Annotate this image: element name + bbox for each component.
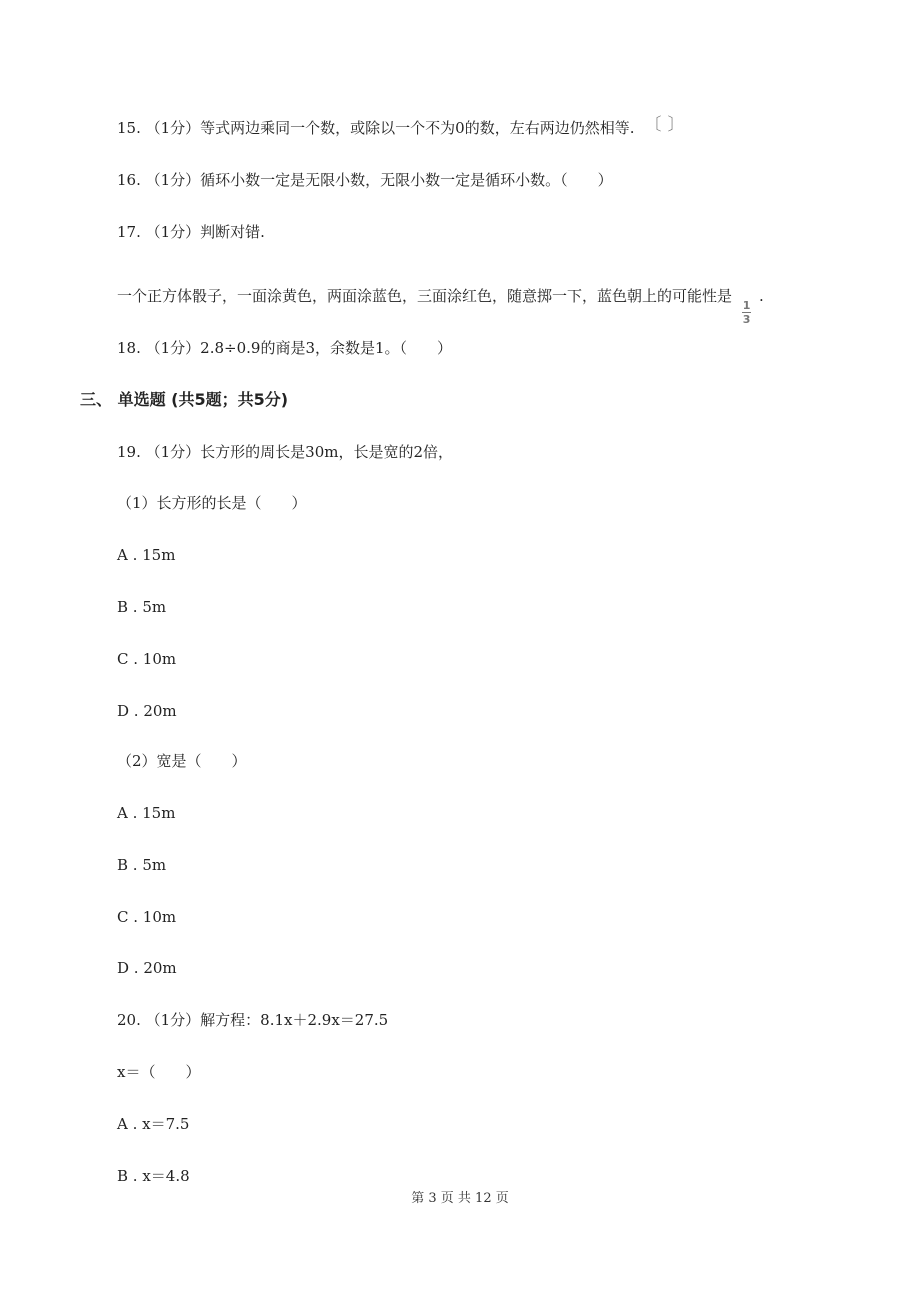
question-19-sub1-option-b[interactable]: B . 5m	[117, 598, 167, 616]
question-19-sub2-option-c[interactable]: C . 10m	[117, 908, 177, 926]
question-19-sub1-option-c[interactable]: C . 10m	[117, 650, 177, 668]
page-footer: 第 3 页 共 12 页	[411, 1191, 509, 1206]
question-17-statement	[117, 286, 764, 325]
question-19-sub1-option-a[interactable]: A . 15m	[117, 546, 176, 564]
question-20-option-a[interactable]: A . x＝7.5	[117, 1115, 190, 1133]
question-20-option-b[interactable]: B . x＝4.8	[117, 1167, 190, 1185]
fraction-image	[742, 300, 751, 325]
question-19-sub1-prompt: （1）长方形的长是（ ）	[117, 494, 307, 512]
bracket-right-glyph: 〕	[667, 115, 685, 135]
question-19-sub2-option-b[interactable]: B . 5m	[117, 856, 167, 874]
question-19-sub1-option-d[interactable]: D . 20m	[117, 702, 177, 720]
answer-bracket-image	[644, 115, 685, 136]
section-3-heading: 三、 单选题 (共5题；共5分)	[80, 390, 289, 409]
question-19: 19. （1分）长方形的周长是30m，长是宽的2倍，	[117, 443, 454, 461]
question-17-statement-text: 一个正方体骰子，一面涂黄色，两面涂蓝色，三面涂红色，随意掷一下，蓝色朝上的可能性是	[117, 287, 733, 305]
question-15-text: 15. （1分）等式两边乘同一个数，或除以一个不为0的数，左右两边仍然相等.	[117, 119, 635, 137]
fraction-numerator: 1	[742, 299, 751, 312]
question-15	[117, 115, 685, 138]
question-20: 20. （1分）解方程：8.1x＋2.9x＝27.5	[117, 1011, 389, 1029]
question-17-statement-end: .	[759, 287, 764, 305]
question-17: 17. （1分）判断对错.	[117, 223, 265, 241]
question-20-prompt: x＝（ ）	[117, 1063, 201, 1081]
question-19-sub2-option-d[interactable]: D . 20m	[117, 959, 177, 977]
question-19-sub2-prompt: （2）宽是（ ）	[117, 752, 247, 770]
fraction-denominator: 3	[742, 313, 751, 326]
bracket-left-glyph: 〔	[644, 115, 662, 135]
question-18: 18. （1分）2.8÷0.9的商是3，余数是1。（ ）	[117, 339, 453, 357]
question-16: 16. （1分）循环小数一定是无限小数，无限小数一定是循环小数。（ ）	[117, 171, 613, 189]
question-19-sub2-option-a[interactable]: A . 15m	[117, 804, 176, 822]
